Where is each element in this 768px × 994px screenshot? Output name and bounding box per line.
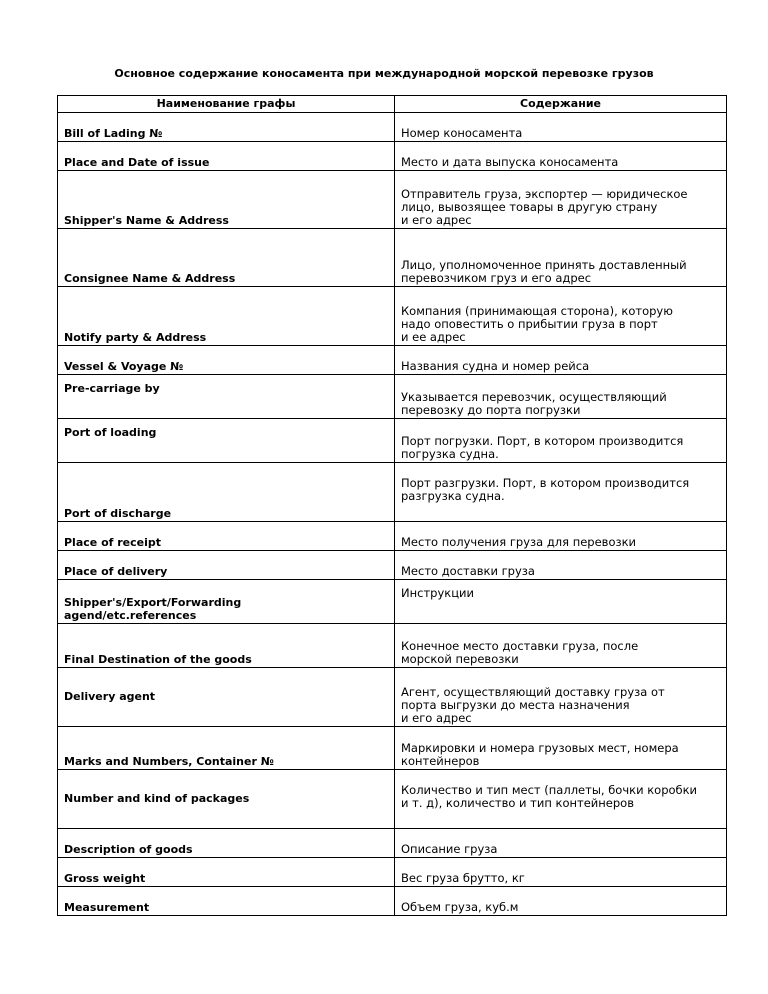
field-name: Shipper's/Export/Forwarding agend/etc.references [58, 580, 395, 624]
table-header-row [58, 96, 727, 113]
bill-of-lading-table [57, 95, 727, 916]
table-row [58, 580, 727, 624]
field-content: Место получения груза для перевозки [395, 522, 727, 551]
field-name: Pre-carriage by [58, 375, 395, 419]
field-content: Компания (принимающая сторона), которую надо оповестить о прибытии груза в порт и ее адрес [395, 287, 727, 346]
table-row [58, 551, 727, 580]
field-name: Number and kind of packages [58, 770, 395, 829]
field-name: Notify party & Address [58, 287, 395, 346]
field-name: Port of discharge [58, 463, 395, 522]
table-row [58, 375, 727, 419]
field-name: Place of delivery [58, 551, 395, 580]
table-row [58, 727, 727, 770]
table-row [58, 287, 727, 346]
column-header-content: Содержание [395, 96, 727, 113]
document-title: Основное содержание коносамента при международной морской перевозке грузов [114, 67, 654, 80]
field-name: Shipper's Name & Address [58, 171, 395, 229]
field-content: Место и дата выпуска коносамента [395, 142, 727, 171]
table-row [58, 463, 727, 522]
field-content: Маркировки и номера грузовых мест, номера контейнеров [395, 727, 727, 770]
table-row [58, 887, 727, 916]
table-row [58, 668, 727, 727]
field-content: Агент, осуществляющий доставку груза от порта выгрузки до места назначения и его адрес [395, 668, 727, 727]
table-row [58, 419, 727, 463]
field-name: Final Destination of the goods [58, 624, 395, 668]
field-content: Количество и тип мест (паллеты, бочки коробки и т. д), количество и тип контейнеров [395, 770, 727, 829]
field-content: Описание груза [395, 829, 727, 858]
field-name: Place and Date of issue [58, 142, 395, 171]
field-name: Consignee Name & Address [58, 229, 395, 287]
field-name: Port of loading [58, 419, 395, 463]
table-row [58, 522, 727, 551]
field-content: Отправитель груза, экспортер — юридическое лицо, вывозящее товары в другую страну и его адрес [395, 171, 727, 229]
table-row [58, 229, 727, 287]
field-content: Порт погрузки. Порт, в котором производится погрузка судна. [395, 419, 727, 463]
table-body [58, 113, 727, 916]
field-name: Measurement [58, 887, 395, 916]
field-content: Вес груза брутто, кг [395, 858, 727, 887]
field-content: Место доставки груза [395, 551, 727, 580]
column-header-name: Наименование графы [58, 96, 395, 113]
field-name: Gross weight [58, 858, 395, 887]
field-content: Лицо, уполномоченное принять доставленный перевозчиком груз и его адрес [395, 229, 727, 287]
field-name: Delivery agent [58, 668, 395, 727]
field-name: Vessel & Voyage № [58, 346, 395, 375]
field-content: Номер коносамента [395, 113, 727, 142]
field-content: Конечное место доставки груза, после морской перевозки [395, 624, 727, 668]
table-row [58, 346, 727, 375]
table-row [58, 624, 727, 668]
table-row [58, 113, 727, 142]
field-content: Порт разгрузки. Порт, в котором производится разгрузка судна. [395, 463, 727, 522]
field-name: Place of receipt [58, 522, 395, 551]
field-content: Указывается перевозчик, осуществляющий перевозку до порта погрузки [395, 375, 727, 419]
field-name: Marks and Numbers, Container № [58, 727, 395, 770]
table-row [58, 142, 727, 171]
table-row [58, 858, 727, 887]
table-row [58, 770, 727, 829]
field-content: Инструкции [395, 580, 727, 624]
field-content: Названия судна и номер рейса [395, 346, 727, 375]
table-row [58, 171, 727, 229]
field-name: Bill of Lading № [58, 113, 395, 142]
field-name: Description of goods [58, 829, 395, 858]
field-content: Объем груза, куб.м [395, 887, 727, 916]
table-row [58, 829, 727, 858]
